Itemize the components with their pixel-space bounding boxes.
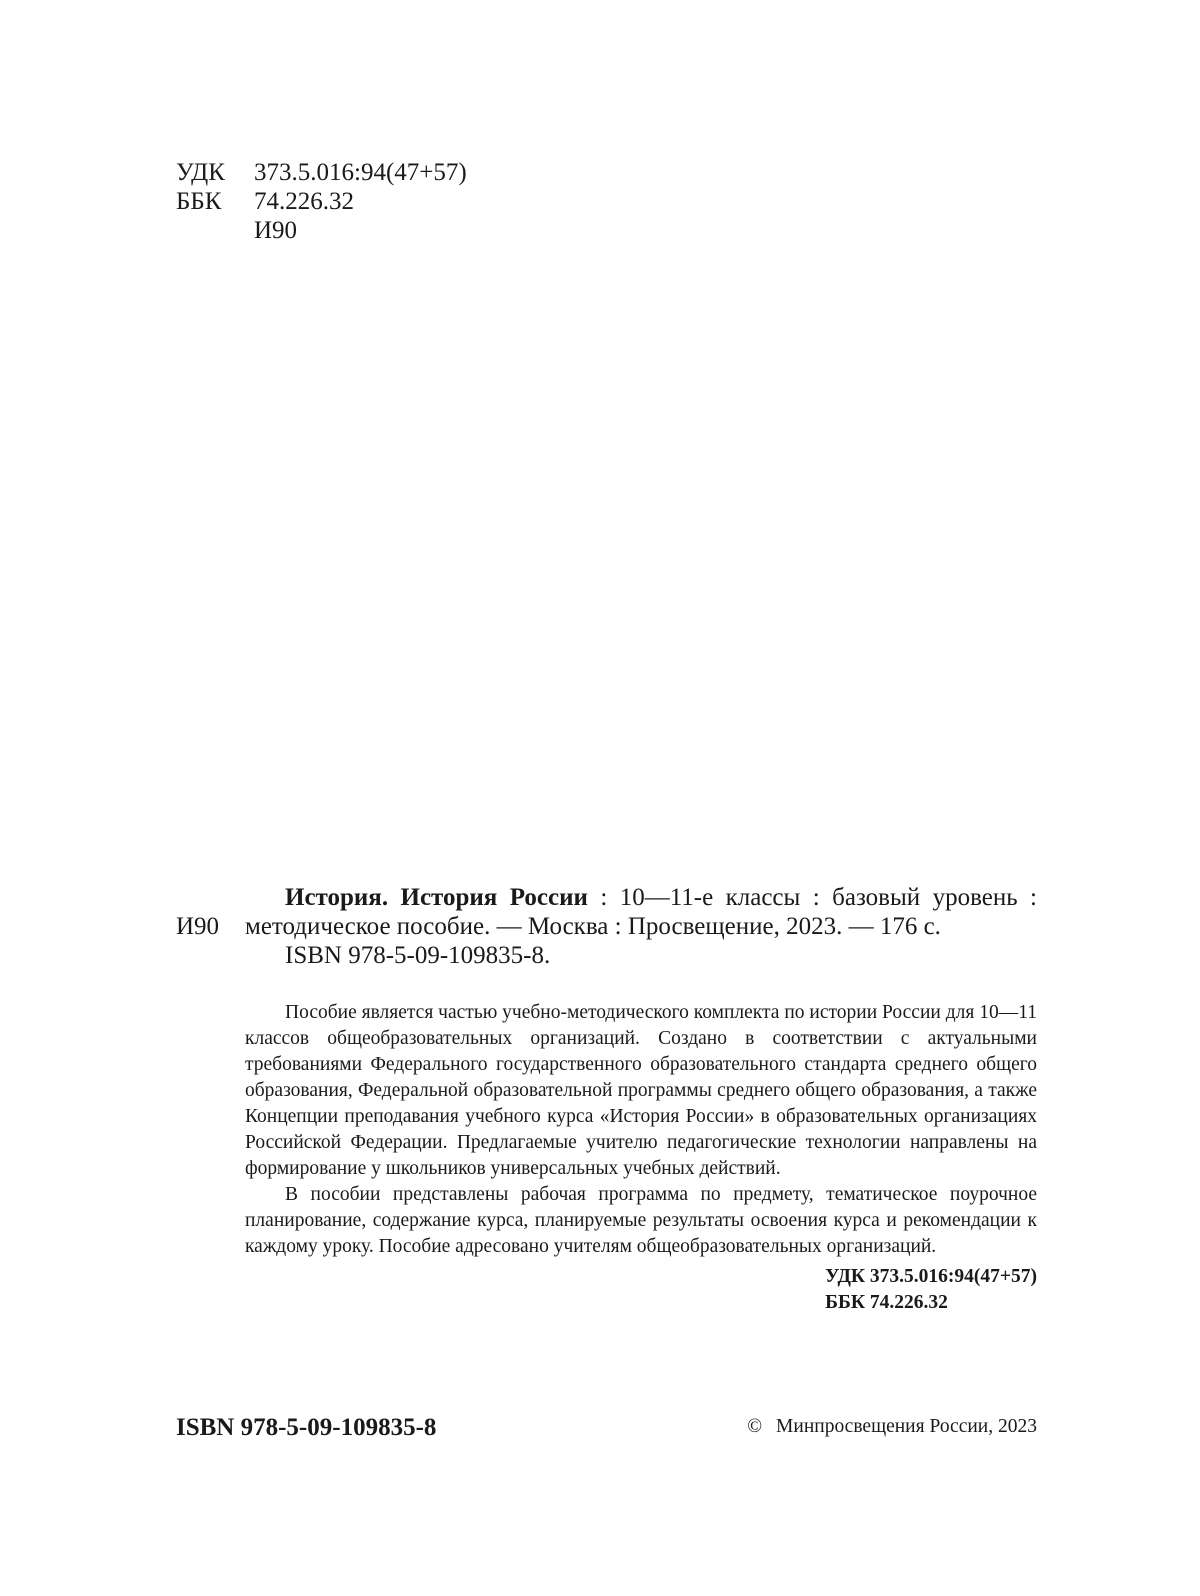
- top-classification: [176, 158, 467, 245]
- record-details: : 10—11-е классы : базовый уровень : методическое пособие. — Москва : Просвещение, 2023. — 176 с.: [245, 884, 1037, 940]
- record-author-mark: И90: [176, 913, 220, 940]
- record-description: [245, 883, 1037, 941]
- author-mark-row: [176, 216, 467, 245]
- top-author-mark: И90: [254, 217, 298, 244]
- udk-label: УДК: [176, 159, 225, 186]
- copyright-text: Минпросвещения России, 2023: [776, 1416, 1037, 1437]
- bbk-label: ББК: [176, 188, 222, 215]
- bottom-udk: УДК 373.5.016:94(47+57): [825, 1266, 1037, 1287]
- udk-row: [176, 158, 467, 187]
- footer-isbn: ISBN 978-5-09-109835-8: [176, 1414, 437, 1441]
- annotation-paragraph-1: Пособие является частью учебно-методического комплекта по истории России для 10—11 классов общеобразовательных организаций. Создано в соответствии с актуальными требованиями Федерального государственного образовательного стандарта среднего общего образования, Федеральной образовательной программы среднего общего образования, а также Концепции преподавания учебного курса «История России» в образовательных организациях Российской Федерации. Предлагаемые учителю педагогические технологии направлены на формирование у школьников универсальных учебных действий.: [245, 1002, 1037, 1179]
- bbk-value: 74.226.32: [254, 188, 354, 215]
- annotation-paragraph-2: В пособии представлены рабочая программа по предмету, тематическое поурочное планирование, содержание курса, планируемые результаты освоения курса и рекомендации к каждому уроку. Пособие адресовано учителям общеобразовательных организаций.: [245, 1184, 1037, 1257]
- record-title: История. История России: [285, 884, 588, 911]
- annotation: [245, 1000, 1037, 1260]
- bottom-bbk: ББК 74.226.32: [825, 1292, 948, 1313]
- bbk-row: [176, 187, 467, 216]
- copyright: [747, 1416, 1037, 1438]
- udk-value: 373.5.016:94(47+57): [254, 159, 467, 186]
- bibliographic-record: [245, 883, 1037, 970]
- bottom-classification: [825, 1264, 1037, 1316]
- record-isbn: ISBN 978-5-09-109835-8.: [285, 942, 551, 969]
- copyright-symbol: ©: [747, 1416, 763, 1437]
